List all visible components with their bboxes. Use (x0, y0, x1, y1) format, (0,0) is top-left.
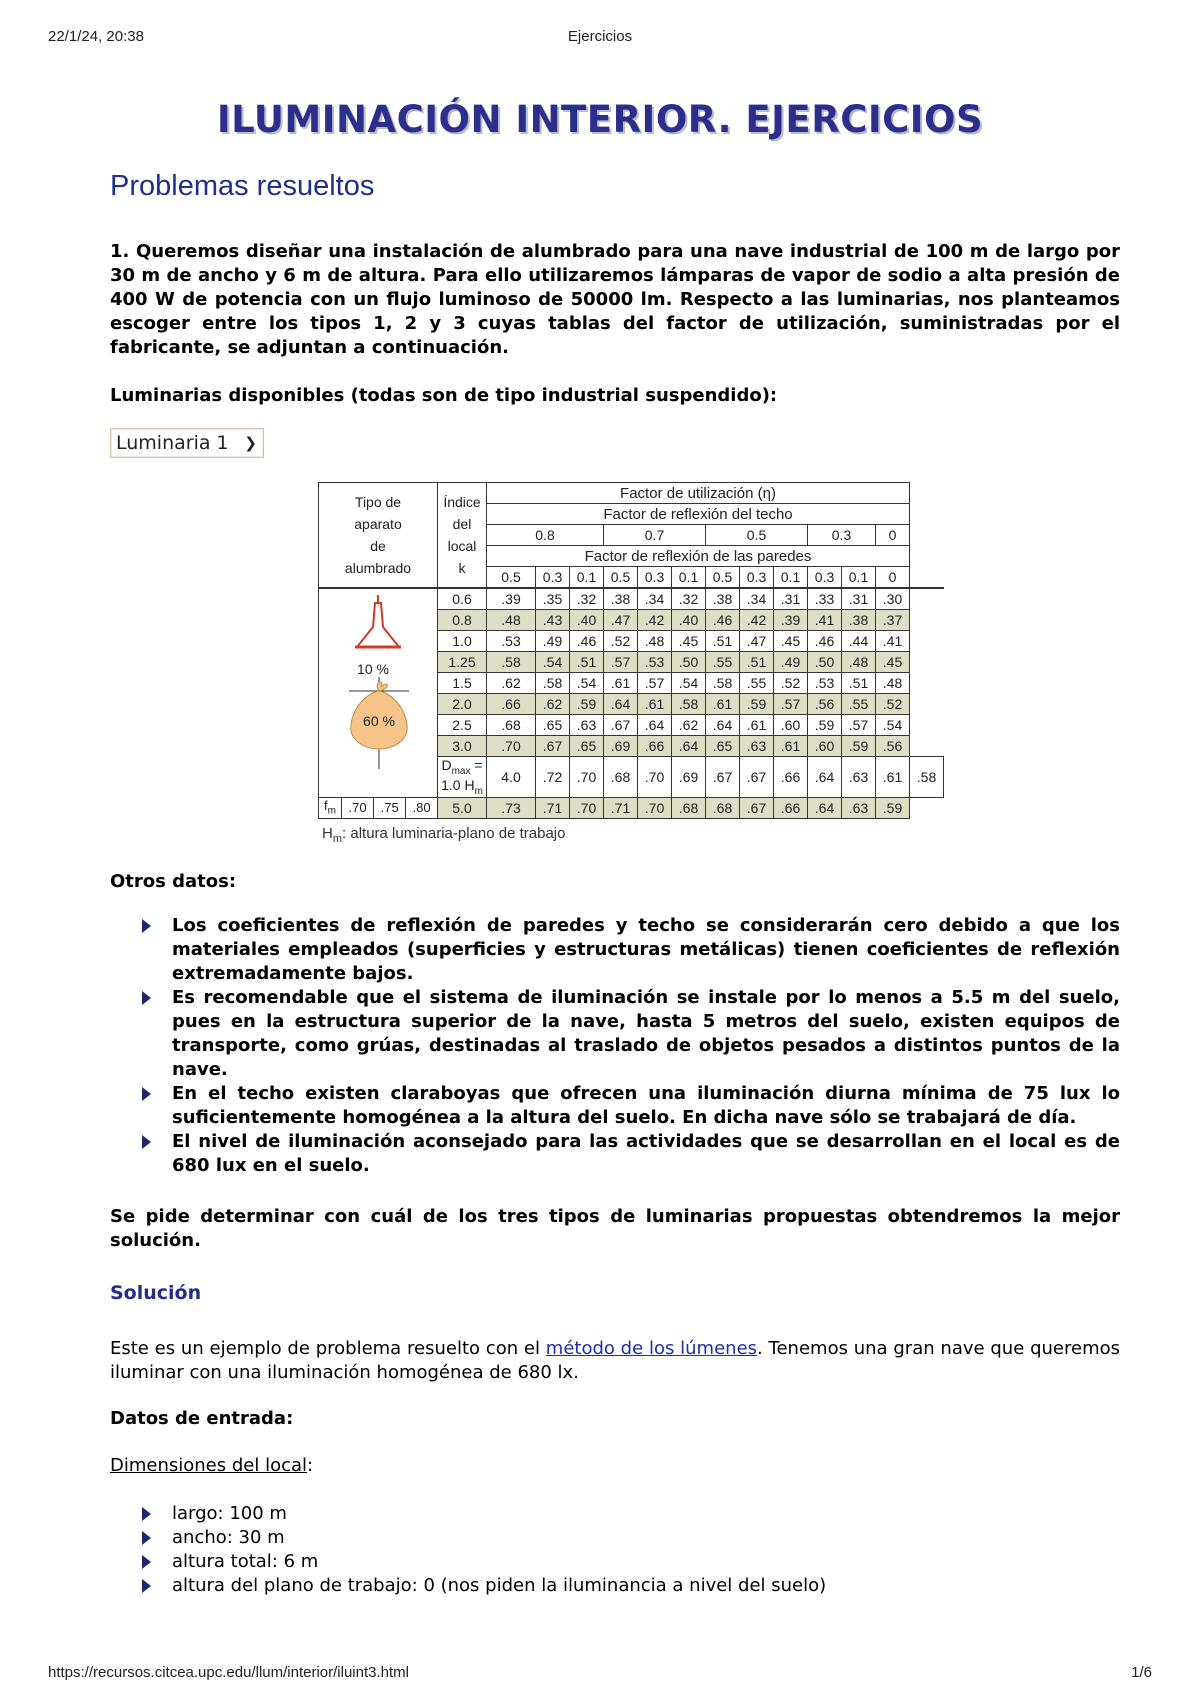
factor-value-cell: .32 (672, 588, 706, 610)
factor-value-cell: .54 (536, 652, 570, 673)
factor-value-cell: .66 (638, 736, 672, 757)
factor-value-cell: .55 (740, 673, 774, 694)
factor-value-cell: .51 (842, 673, 876, 694)
bullet-arrow-icon (142, 1555, 151, 1569)
otros-datos-title: Otros datos: (110, 871, 237, 892)
otros-datos-list (110, 914, 1120, 1178)
factor-value-cell: .65 (706, 736, 740, 757)
bullet-arrow-icon (142, 919, 151, 933)
factor-value-cell: .63 (570, 715, 604, 736)
dmax-equation: = 1.0 H (441, 757, 483, 793)
list-item (110, 1574, 1120, 1598)
factor-value-cell: .48 (638, 631, 672, 652)
factor-value-cell: .58 (487, 652, 536, 673)
paredes-value: 0.3 (740, 567, 774, 589)
factor-value-cell: .67 (536, 736, 570, 757)
print-page-title: Ejercicios (567, 28, 633, 45)
factor-value-cell: .54 (876, 715, 910, 736)
header-tipo (319, 483, 438, 589)
indice-k-cell: 2.0 (438, 694, 487, 715)
dimensiones-title-text: Dimensiones del local (110, 1455, 308, 1476)
datos-entrada-title: Datos de entrada: (110, 1408, 294, 1429)
factor-value-cell: .38 (604, 588, 638, 610)
factor-value-cell: .38 (842, 610, 876, 631)
factor-value-cell: .53 (487, 631, 536, 652)
factor-value-cell: .56 (808, 694, 842, 715)
techo-value: 0.5 (706, 525, 808, 546)
list-item (110, 1082, 1120, 1130)
factor-value-cell: .51 (740, 652, 774, 673)
paredes-value: 0.3 (638, 567, 672, 589)
fm-value: .80 (412, 800, 431, 816)
fm-cell (319, 797, 438, 818)
header-indice-line: del (452, 516, 472, 532)
intro-text: . Tenemos una gran nave que queremos iluminar con una iluminación homogénea de 680 lx. (110, 1338, 1120, 1383)
bullet-arrow-icon (142, 991, 151, 1005)
factor-value-cell: .60 (774, 715, 808, 736)
factor-value-cell: .59 (740, 694, 774, 715)
factor-value-cell: .62 (487, 673, 536, 694)
metodo-lumenes-link[interactable]: método de los lúmenes (545, 1338, 758, 1359)
factor-value-cell: .42 (638, 610, 672, 631)
note-symbol-sub: m (332, 833, 343, 845)
factor-value-cell: .52 (604, 631, 638, 652)
factor-value-cell: .39 (487, 588, 536, 610)
list-item-text: altura del plano de trabajo: 0 (nos piden la iluminancia a nivel del suelo) (172, 1575, 827, 1596)
paredes-value: 0.5 (706, 567, 740, 589)
factor-value-cell: .57 (638, 673, 672, 694)
factor-value-cell: .63 (842, 757, 876, 798)
paredes-value: 0.1 (842, 567, 876, 589)
factor-value-cell: .40 (570, 610, 604, 631)
factor-value-cell: .67 (604, 715, 638, 736)
factor-value-cell: .59 (876, 797, 910, 818)
factor-value-cell: .56 (876, 736, 910, 757)
factor-value-cell: .62 (536, 694, 570, 715)
techo-value: 0.8 (487, 525, 604, 546)
factor-value-cell: .55 (842, 694, 876, 715)
indice-k-cell: 3.0 (438, 736, 487, 757)
factor-value-cell: .63 (740, 736, 774, 757)
factor-value-cell: .65 (536, 715, 570, 736)
factor-value-cell: .62 (672, 715, 706, 736)
factor-value-cell: .70 (570, 797, 604, 818)
factor-value-cell: .61 (876, 757, 910, 798)
factor-value-cell: .30 (876, 588, 910, 610)
table-note (322, 825, 565, 845)
factor-value-cell: .57 (774, 694, 808, 715)
luminaire-photometric-icon (319, 589, 437, 779)
factor-value-cell: .59 (808, 715, 842, 736)
header-factor-utilizacion: Factor de utilización (η) (487, 483, 910, 504)
fm-value: .70 (342, 798, 374, 818)
intro-text: Este es un ejemplo de problema resuelto con el (110, 1338, 546, 1359)
factor-value-cell: .69 (604, 736, 638, 757)
print-page-number: 1/6 (1131, 1664, 1152, 1681)
list-item-text: Es recomendable que el sistema de iluminación se instale por lo menos a 5.5 m del suelo, pues en la estructura superior de la nave, hasta 5 metros del suelo, existen equipos de transporte, como grúas, destinadas al traslado de objetos pesados a distintos puntos de la nave. (172, 987, 1120, 1080)
factor-value-cell: .67 (740, 797, 774, 818)
factor-value-cell: .48 (842, 652, 876, 673)
factor-value-cell: .34 (638, 588, 672, 610)
factor-value-cell: .45 (774, 631, 808, 652)
section-title: Problemas resueltos (110, 170, 375, 202)
factor-value-cell: .31 (774, 588, 808, 610)
header-indice-line: local (447, 538, 477, 554)
factor-value-cell: .70 (638, 757, 672, 798)
factor-value-cell: .53 (638, 652, 672, 673)
factor-value-cell: .67 (740, 757, 774, 798)
factor-value-cell: .73 (487, 797, 536, 818)
fm-value: .75 (374, 798, 406, 818)
dimensiones-title (110, 1454, 1120, 1478)
factor-value-cell: .34 (740, 588, 774, 610)
paredes-value: 0.5 (487, 567, 536, 589)
factor-value-cell: .65 (570, 736, 604, 757)
list-item (110, 914, 1120, 986)
dimensiones-colon: : (307, 1455, 314, 1476)
note-symbol: H (322, 825, 333, 842)
indice-k-cell: 4.0 (487, 757, 536, 798)
note-text: : altura luminaria-plano de trabajo (342, 825, 566, 842)
factor-value-cell: .50 (672, 652, 706, 673)
header-tipo-line: de (370, 538, 386, 554)
print-datetime: 22/1/24, 20:38 (48, 28, 144, 45)
list-item (110, 1550, 1120, 1574)
solucion-title: Solución (110, 1282, 202, 1304)
factor-value-cell: .58 (536, 673, 570, 694)
factor-value-cell: .67 (706, 757, 740, 798)
factor-value-cell: .46 (706, 610, 740, 631)
factor-value-cell: .71 (604, 797, 638, 818)
luminaria-select[interactable] (110, 428, 264, 458)
factor-value-cell: .58 (910, 757, 944, 798)
factor-value-cell: .42 (740, 610, 774, 631)
paredes-value: 0.1 (570, 567, 604, 589)
factor-value-cell: .52 (774, 673, 808, 694)
header-tipo-line: alumbrado (344, 560, 412, 576)
solucion-intro (110, 1337, 1120, 1385)
factor-value-cell: .41 (876, 631, 910, 652)
factor-value-cell: .66 (774, 757, 808, 798)
list-item-text: En el techo existen claraboyas que ofrecen una iluminación diurna mínima de 75 lux lo suficientemente homogénea a la altura del suelo. En dicha nave sólo se trabajará de día. (172, 1083, 1120, 1128)
paredes-value: 0 (876, 567, 910, 589)
factor-value-cell: .64 (672, 736, 706, 757)
factor-value-cell: .37 (876, 610, 910, 631)
indice-k-cell: 0.6 (438, 588, 487, 610)
indice-k-cell: 1.5 (438, 673, 487, 694)
factor-value-cell: .72 (536, 757, 570, 798)
bullet-arrow-icon (142, 1507, 151, 1521)
factor-value-cell: .45 (672, 631, 706, 652)
list-item-text: altura total: 6 m (172, 1551, 319, 1572)
page-banner-title: ILUMINACIÓN INTERIOR. EJERCICIOS (216, 98, 984, 141)
factor-value-cell: .38 (706, 588, 740, 610)
indice-k-cell: 2.5 (438, 715, 487, 736)
factor-value-cell: .47 (604, 610, 638, 631)
indice-k-cell: 1.0 (438, 631, 487, 652)
bullet-arrow-icon (142, 1087, 151, 1101)
list-item (110, 1130, 1120, 1178)
luminaire-diagram-cell (319, 588, 438, 797)
factor-value-cell: .44 (842, 631, 876, 652)
factor-value-cell: .66 (487, 694, 536, 715)
factor-value-cell: .54 (570, 673, 604, 694)
factor-value-cell: .61 (638, 694, 672, 715)
list-item (110, 1502, 1120, 1526)
paredes-value: 0.1 (774, 567, 808, 589)
luminaria-select-value: Luminaria 1 (116, 432, 229, 454)
factor-value-cell: .32 (570, 588, 604, 610)
factor-value-cell: .33 (808, 588, 842, 610)
factor-value-cell: .70 (638, 797, 672, 818)
factor-value-cell: .57 (842, 715, 876, 736)
indice-k-cell: 0.8 (438, 610, 487, 631)
utilization-factor-table (318, 482, 944, 819)
list-item-text: El nivel de iluminación aconsejado para las actividades que se desarrollan en el local es de 680 lux en el suelo. (172, 1131, 1120, 1176)
factor-value-cell: .60 (808, 736, 842, 757)
fm-symbol: f (324, 798, 328, 814)
factor-value-cell: .31 (842, 588, 876, 610)
factor-value-cell: .55 (706, 652, 740, 673)
list-item-text: largo: 100 m (172, 1503, 287, 1524)
luminarias-label: Luminarias disponibles (todas son de tipo industrial suspendido): (110, 385, 778, 406)
header-indice-line: k (458, 560, 466, 576)
dmax-cell (438, 757, 487, 798)
header-tipo-line: Tipo de (354, 494, 402, 510)
bullet-arrow-icon (142, 1531, 151, 1545)
factor-value-cell: .53 (808, 673, 842, 694)
factor-value-cell: .46 (570, 631, 604, 652)
table-row (319, 797, 944, 818)
factor-value-cell: .39 (774, 610, 808, 631)
dmax-symbol: D (441, 757, 452, 773)
header-reflexion-paredes: Factor de reflexión de las paredes (487, 546, 910, 567)
factor-value-cell: .48 (876, 673, 910, 694)
factor-value-cell: .50 (808, 652, 842, 673)
factor-value-cell: .45 (876, 652, 910, 673)
factor-value-cell: .68 (604, 757, 638, 798)
indice-k-cell: 5.0 (438, 797, 487, 818)
bullet-arrow-icon (142, 1135, 151, 1149)
factor-value-cell: .70 (570, 757, 604, 798)
utilization-factor-table-wrap (318, 482, 944, 819)
list-item (110, 1526, 1120, 1550)
bullet-arrow-icon (142, 1579, 151, 1593)
techo-value: 0.3 (808, 525, 876, 546)
header-tipo-line: aparato (354, 516, 402, 532)
table-row (319, 588, 944, 610)
dmax-sub: max (451, 765, 471, 777)
factor-value-cell: .59 (842, 736, 876, 757)
upward-percentage-label: 10 % (357, 661, 389, 677)
techo-value: 0 (876, 525, 910, 546)
factor-value-cell: .61 (774, 736, 808, 757)
paredes-value: 0.3 (808, 567, 842, 589)
factor-value-cell: .43 (536, 610, 570, 631)
factor-value-cell: .64 (638, 715, 672, 736)
factor-value-cell: .61 (604, 673, 638, 694)
question-text: Se pide determinar con cuál de los tres tipos de luminarias propuestas obtendremos la mejor solución. (110, 1206, 1120, 1251)
factor-value-cell: .64 (808, 757, 842, 798)
factor-value-cell: .40 (672, 610, 706, 631)
header-indice-line: Índice (443, 494, 481, 510)
factor-value-cell: .46 (808, 631, 842, 652)
factor-value-cell: .61 (706, 694, 740, 715)
downward-percentage-label: 60 % (363, 713, 395, 729)
header-reflexion-techo: Factor de reflexión del techo (487, 504, 910, 525)
fm-sub: m (327, 805, 336, 817)
factor-value-cell: .47 (740, 631, 774, 652)
factor-value-cell: .68 (487, 715, 536, 736)
print-url: https://recursos.citcea.upc.edu/llum/interior/iluint3.html (48, 1664, 409, 1681)
chevron-down-icon: ❯ (244, 434, 257, 452)
factor-value-cell: .57 (604, 652, 638, 673)
factor-value-cell: .49 (536, 631, 570, 652)
factor-value-cell: .70 (487, 736, 536, 757)
list-item (110, 986, 1120, 1082)
factor-value-cell: .51 (706, 631, 740, 652)
factor-value-cell: .48 (487, 610, 536, 631)
factor-value-cell: .54 (672, 673, 706, 694)
paredes-value: 0.1 (672, 567, 706, 589)
factor-value-cell: .58 (706, 673, 740, 694)
dmax-sub2: m (474, 785, 483, 797)
factor-value-cell: .64 (604, 694, 638, 715)
dimensiones-list (110, 1502, 1120, 1598)
factor-value-cell: .68 (706, 797, 740, 818)
factor-value-cell: .51 (570, 652, 604, 673)
list-item-text: ancho: 30 m (172, 1527, 285, 1548)
paredes-value: 0.5 (604, 567, 638, 589)
list-item-text: Los coeficientes de reflexión de paredes y techo se considerarán cero debido a que los materiales empleados (superficies y estructuras metálicas) tienen coeficientes de reflexión extremadamente bajos. (172, 915, 1120, 984)
factor-value-cell: .41 (808, 610, 842, 631)
problem-statement: 1. Queremos diseñar una instalación de alumbrado para una nave industrial de 100 m de largo por 30 m de ancho y 6 m de altura. Para ello utilizaremos lámparas de vapor de sodio a alta presión de 400 W de potencia con un flujo luminoso de 50000 lm. Respecto a las luminarias, nos planteamos escoger entre los tipos 1, 2 y 3 cuyas tablas del factor de utilización, suministradas por el fabricante, se adjuntan a continuación. (110, 241, 1120, 358)
factor-value-cell: .64 (808, 797, 842, 818)
factor-value-cell: .61 (740, 715, 774, 736)
factor-value-cell: .58 (672, 694, 706, 715)
factor-value-cell: .66 (774, 797, 808, 818)
factor-value-cell: .71 (536, 797, 570, 818)
factor-value-cell: .52 (876, 694, 910, 715)
factor-value-cell: .49 (774, 652, 808, 673)
factor-value-cell: .64 (706, 715, 740, 736)
factor-value-cell: .35 (536, 588, 570, 610)
factor-value-cell: .63 (842, 797, 876, 818)
factor-value-cell: .68 (672, 797, 706, 818)
factor-value-cell: .69 (672, 757, 706, 798)
indice-k-cell: 1.25 (438, 652, 487, 673)
factor-value-cell: .59 (570, 694, 604, 715)
header-indice (438, 483, 487, 589)
techo-value: 0.7 (604, 525, 706, 546)
paredes-value: 0.3 (536, 567, 570, 589)
